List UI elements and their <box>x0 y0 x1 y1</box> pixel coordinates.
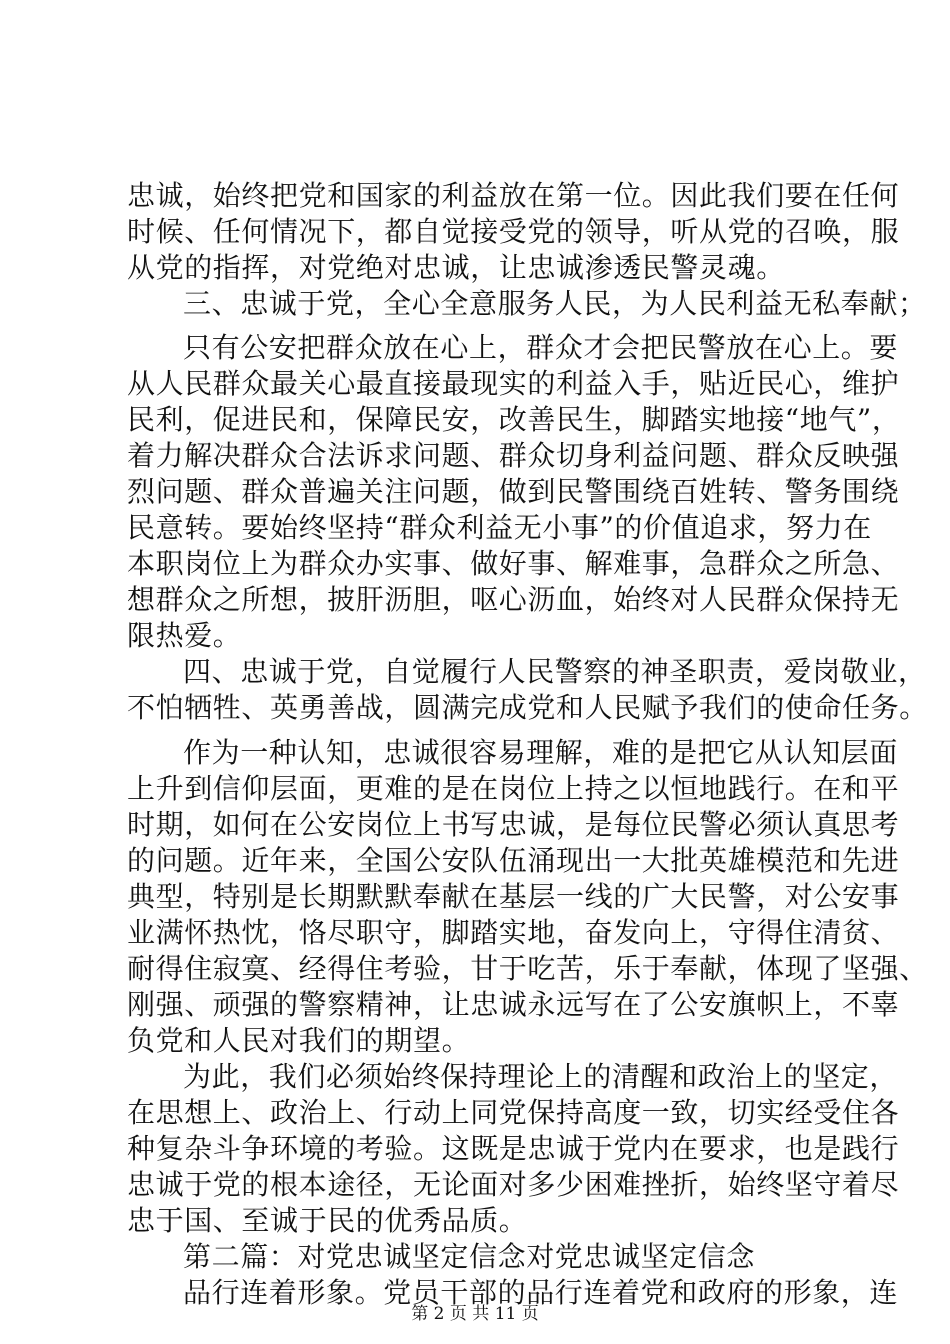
text-line: 忠诚于党的根本途径，无论面对多少困难挫折，始终坚守着尽 <box>127 1168 900 1201</box>
page-number: 第 2 页 共 11 页 <box>411 1304 539 1324</box>
text-line: 限热爱。 <box>127 619 242 652</box>
text-line: 忠诚，始终把党和国家的利益放在第一位。因此我们要在任何 <box>127 179 900 212</box>
text-line: 忠于国、至诚于民的优秀品质。 <box>127 1204 528 1237</box>
text-line: 品行连着形象。党员干部的品行连着党和政府的形象，连 <box>183 1276 899 1309</box>
text-line: 负党和人民对我们的期望。 <box>127 1024 471 1057</box>
text-line: 着力解决群众合法诉求问题、群众切身利益问题、群众反映强 <box>127 439 900 472</box>
text-line: 从人民群众最关心最直接最现实的利益入手，贴近民心，维护 <box>127 367 900 400</box>
text-line: 作为一种认知，忠诚很容易理解，难的是把它从认知层面 <box>183 736 899 769</box>
text-line: 烈问题、群众普遍关注问题，做到民警围绕百姓转、警务围绕 <box>127 475 900 508</box>
text-line: 刚强、顽强的警察精神，让忠诚永远写在了公安旗帜上，不辜 <box>127 988 900 1021</box>
text-line: 从党的指挥，对党绝对忠诚，让忠诚渗透民警灵魂。 <box>127 251 785 284</box>
text-line: 想群众之所想，披肝沥胆，呕心沥血，始终对人民群众保持无 <box>127 583 900 616</box>
text-line: 民利，促进民和，保障民安，改善民生，脚踏实地接“地气”， <box>127 403 901 436</box>
text-line: 上升到信仰层面，更难的是在岗位上持之以恒地践行。在和平 <box>127 772 900 805</box>
text-line: 时期，如何在公安岗位上书写忠诚，是每位民警必须认真思考 <box>127 808 900 841</box>
section-heading: 三、忠诚于党，全心全意服务人民，为人民利益无私奉献； <box>183 287 927 320</box>
text-line: 只有公安把群众放在心上，群众才会把民警放在心上。要 <box>183 331 899 364</box>
text-line: 业满怀热忱，恪尽职守，脚踏实地，奋发向上，守得住清贫、 <box>127 916 900 949</box>
text-line: 典型，特别是长期默默奉献在基层一线的广大民警，对公安事 <box>127 880 900 913</box>
text-line: 种复杂斗争环境的考验。这既是忠诚于党内在要求，也是践行 <box>127 1132 900 1165</box>
text-line: 民意转。要始终坚持“群众利益无小事”的价值追求，努力在 <box>127 511 872 544</box>
text-line: 耐得住寂寞、经得住考验，甘于吃苦，乐于奉献，体现了坚强、 <box>127 952 928 985</box>
section-heading: 四、忠诚于党，自觉履行人民警察的神圣职责，爱岗敬业， <box>183 655 927 688</box>
text-line: 的问题。近年来，全国公安队伍涌现出一大批英雄模范和先进 <box>127 844 900 877</box>
text-line: 为此，我们必须始终保持理论上的清醒和政治上的坚定， <box>183 1060 899 1093</box>
chapter-heading: 第二篇：对党忠诚坚定信念对党忠诚坚定信念 <box>183 1240 756 1273</box>
text-line: 本职岗位上为群众办实事、做好事、解难事，急群众之所急、 <box>127 547 900 580</box>
section-heading: 不怕牺牲、英勇善战，圆满完成党和人民赋予我们的使命任务。 <box>127 691 928 724</box>
text-line: 时候、任何情况下，都自觉接受党的领导，听从党的召唤，服 <box>127 215 900 248</box>
text-line: 在思想上、政治上、行动上同党保持高度一致，切实经受住各 <box>127 1096 900 1129</box>
